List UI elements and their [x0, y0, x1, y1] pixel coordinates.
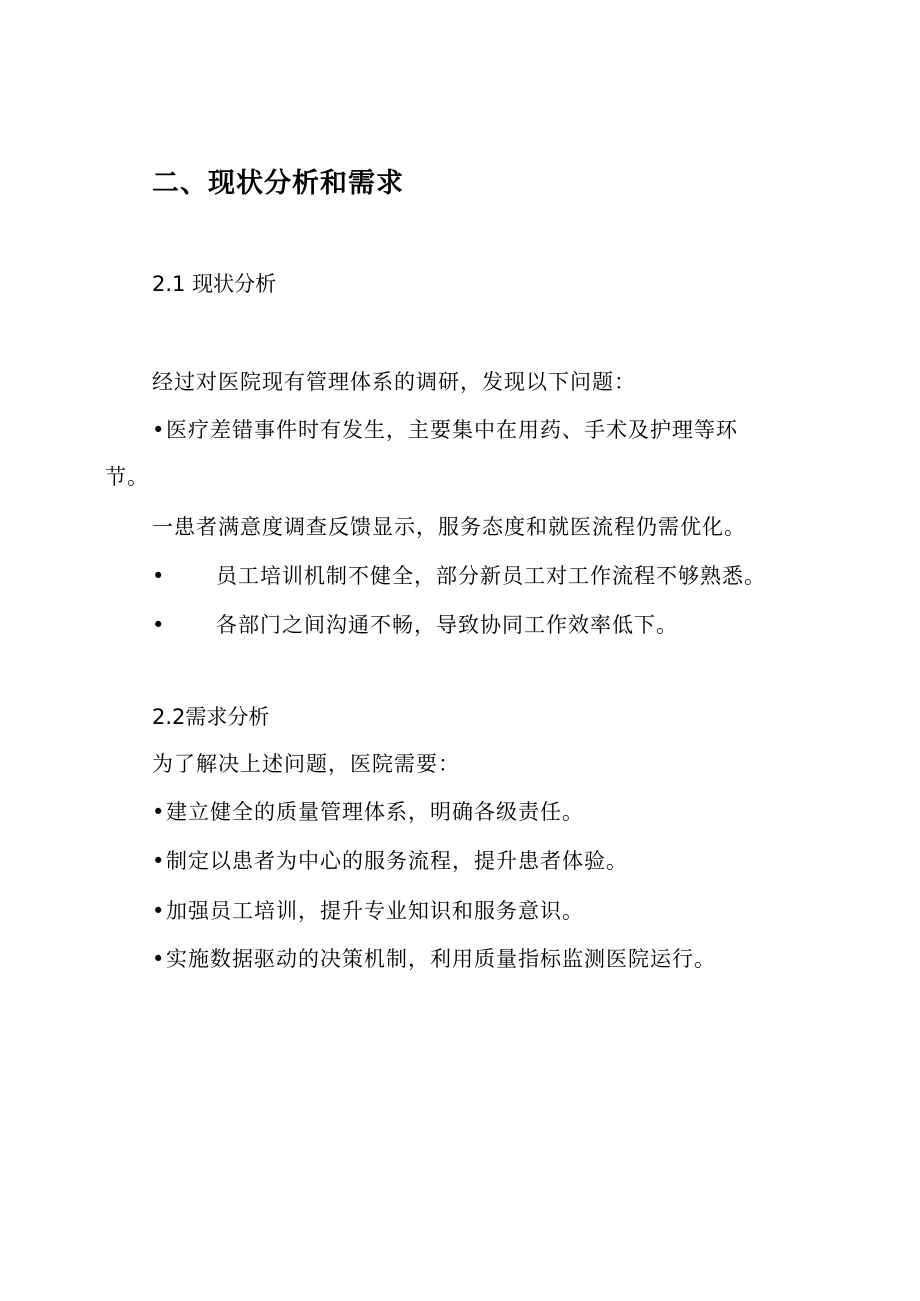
list-item [152, 611, 678, 639]
list-item-text: 实施数据驱动的决策机制，利用质量指标监测医院运行。 [166, 947, 716, 971]
current-status-intro: 经过对医院现有管理体系的调研，发现以下问题： [152, 370, 636, 394]
bullet-marker: • [152, 564, 166, 588]
list-item [152, 945, 716, 973]
list-item [152, 798, 584, 826]
list-item-text: 各部门之间沟通不畅，导致协同工作效率低下。 [216, 613, 678, 637]
list-item-text: 加强员工培训，提升专业知识和服务意识。 [166, 899, 584, 923]
bullet-marker: • [152, 947, 166, 971]
bullet-marker: • [152, 613, 166, 637]
bullet-marker: • [152, 899, 166, 923]
list-item-text: 患者满意度调查反馈显示，服务态度和就医流程仍需优化。 [174, 515, 746, 539]
section-title: 二、现状分析和需求 [152, 168, 404, 199]
list-item [152, 416, 738, 444]
dash-marker: 一 [152, 515, 174, 539]
list-item-continuation: 节。 [105, 465, 149, 489]
current-status-heading: 2.1 现状分析 [152, 272, 277, 296]
bullet-marker: • [152, 849, 166, 873]
list-item-text: 制定以患者为中心的服务流程，提升患者体验。 [166, 849, 628, 873]
list-item-text: 建立健全的质量管理体系，明确各级责任。 [166, 800, 584, 824]
needs-intro: 为了解决上述问题，医院需要： [152, 752, 460, 776]
bullet-marker: • [152, 418, 166, 442]
list-item [152, 513, 746, 541]
list-item [152, 847, 628, 875]
needs-heading: 2.2需求分析 [152, 705, 270, 729]
list-item [152, 897, 584, 925]
list-item [152, 562, 766, 590]
bullet-marker: • [152, 800, 166, 824]
list-item-text: 医疗差错事件时有发生，主要集中在用药、手术及护理等环 [166, 418, 738, 442]
list-item-text: 员工培训机制不健全，部分新员工对工作流程不够熟悉。 [216, 564, 766, 588]
